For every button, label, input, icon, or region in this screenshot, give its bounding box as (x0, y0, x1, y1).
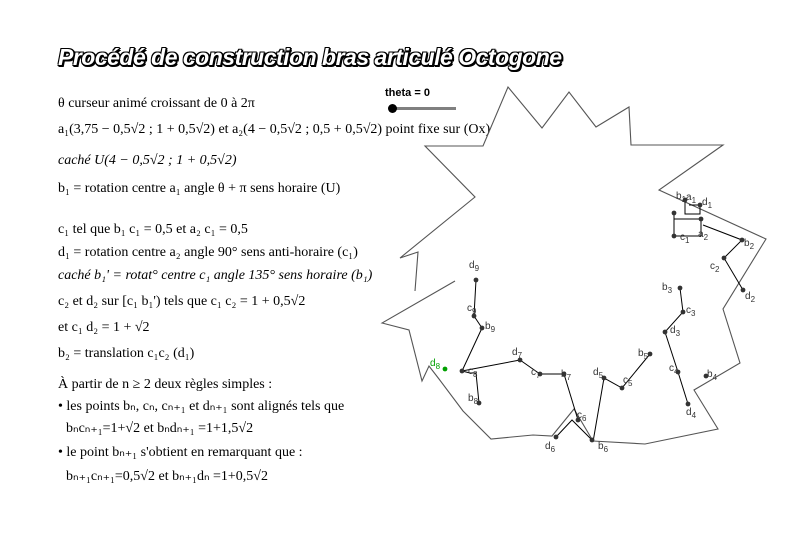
label-b3: $b_3$ (662, 282, 673, 295)
label-d9: $d_9$ (469, 260, 480, 273)
point-c5[interactable] (620, 386, 625, 391)
label-c5: $c_5$ (623, 375, 633, 388)
label-b8: $b_8$ (468, 393, 479, 406)
point-d6[interactable] (554, 435, 559, 440)
point-d9[interactable] (474, 278, 479, 283)
text-line-3: caché U(4 − 0,5√2 ; 1 + 0,5√2) (58, 153, 237, 168)
text-line-14: • le point bₙ₊₁ s'obtient en remarquant que : (58, 445, 303, 460)
label-d4: $d_4$ (686, 407, 697, 420)
label-c1: $c_1$ (680, 232, 690, 245)
point-d8[interactable] (443, 367, 448, 372)
label-d1: $d_1$ (702, 197, 713, 210)
text-line-8: c₂ et d₂ sur [c₁ b₁') tels que c₁ c₂ = 1 + 0,5√2 (58, 294, 306, 309)
slider-label: theta = 0 (385, 87, 430, 99)
label-b1: $b_1$ (676, 191, 687, 204)
text-line-4: b₁ = rotation centre a₁ angle θ + π sens horaire (U) (58, 181, 341, 196)
point-c8[interactable] (460, 369, 465, 374)
text-line-5: c₁ tel que b₁ c₁ = 0,5 et a₂ c₁ = 0,5 (58, 222, 248, 237)
label-b9: $b_9$ (485, 321, 496, 334)
label-c2: $c_2$ (710, 261, 720, 274)
label-d6: $d_6$ (545, 441, 556, 454)
point-d4[interactable] (686, 402, 691, 407)
label-d5: $d_5$ (593, 367, 604, 380)
label-b7: $b_7$ (561, 369, 572, 382)
page-title: Procédé de construction bras articulé Octogone (58, 44, 562, 70)
text-line-12: • les points bₙ, cₙ, cₙ₊₁ et dₙ₊₁ sont alignés tels que (58, 399, 345, 414)
star-curve (382, 87, 766, 444)
text-line-1: θ curseur animé croissant de 0 à 2π (58, 96, 255, 111)
text-line-15: bₙ₊₁cₙ₊₁=0,5√2 et bₙ₊₁dₙ =1+0,5√2 (66, 469, 268, 484)
label-b2: $b_2$ (744, 238, 755, 251)
label-b6: $b_6$ (598, 441, 609, 454)
text-line-10: b₂ = translation c₁c₂ (d₁) (58, 346, 195, 361)
point-c2[interactable] (722, 256, 727, 261)
text-line-13: bₙcₙ₊₁=1+√2 et bₙdₙ₊₁ =1+1,5√2 (66, 421, 254, 436)
label-b4: $b_4$ (707, 369, 718, 382)
label-d8: $d_8$ (430, 358, 441, 371)
label-c7: $c_7$ (531, 367, 541, 380)
point-b9[interactable] (480, 326, 485, 331)
text-line-11: À partir de n ≥ 2 deux règles simples : (58, 377, 273, 392)
text-line-2: a₁(3,75 − 0,5√2 ; 1 + 0,5√2) et a₂(4 − 0,5√2 ; 0,5 + 0,5√2) point fixe sur (Ox) (58, 122, 491, 137)
point-c3[interactable] (681, 310, 686, 315)
point-c1[interactable] (672, 234, 677, 239)
label-a2: $a_2$ (698, 229, 709, 242)
label-c4: $c_4$ (669, 363, 679, 376)
point-a2[interactable] (699, 217, 704, 222)
point-b6[interactable] (590, 438, 595, 443)
point-b3[interactable] (678, 286, 683, 291)
label-c9: $c_9$ (467, 303, 477, 316)
label-a1: $a_1$ (686, 192, 697, 205)
text-line-6: d₁ = rotation centre a₂ angle 90° sens anti-horaire (c₁) (58, 245, 358, 260)
label-d7: $d_7$ (512, 347, 523, 360)
text-line-7: caché b₁' = rotat° centre c₁ angle 135° sens horaire (b₁) (58, 268, 373, 283)
point-b1[interactable] (672, 211, 677, 216)
label-b5: $b_5$ (638, 348, 649, 361)
label-d3: $d_3$ (670, 325, 681, 338)
point-b5[interactable] (648, 352, 653, 357)
text-line-9: et c₁ d₂ = 1 + √2 (58, 320, 150, 335)
label-c6: $c_6$ (577, 410, 587, 423)
label-d2: $d_2$ (745, 291, 756, 304)
label-c8: $c_8$ (468, 366, 478, 379)
point-d3[interactable] (663, 330, 668, 335)
label-c3: $c_3$ (686, 305, 696, 318)
